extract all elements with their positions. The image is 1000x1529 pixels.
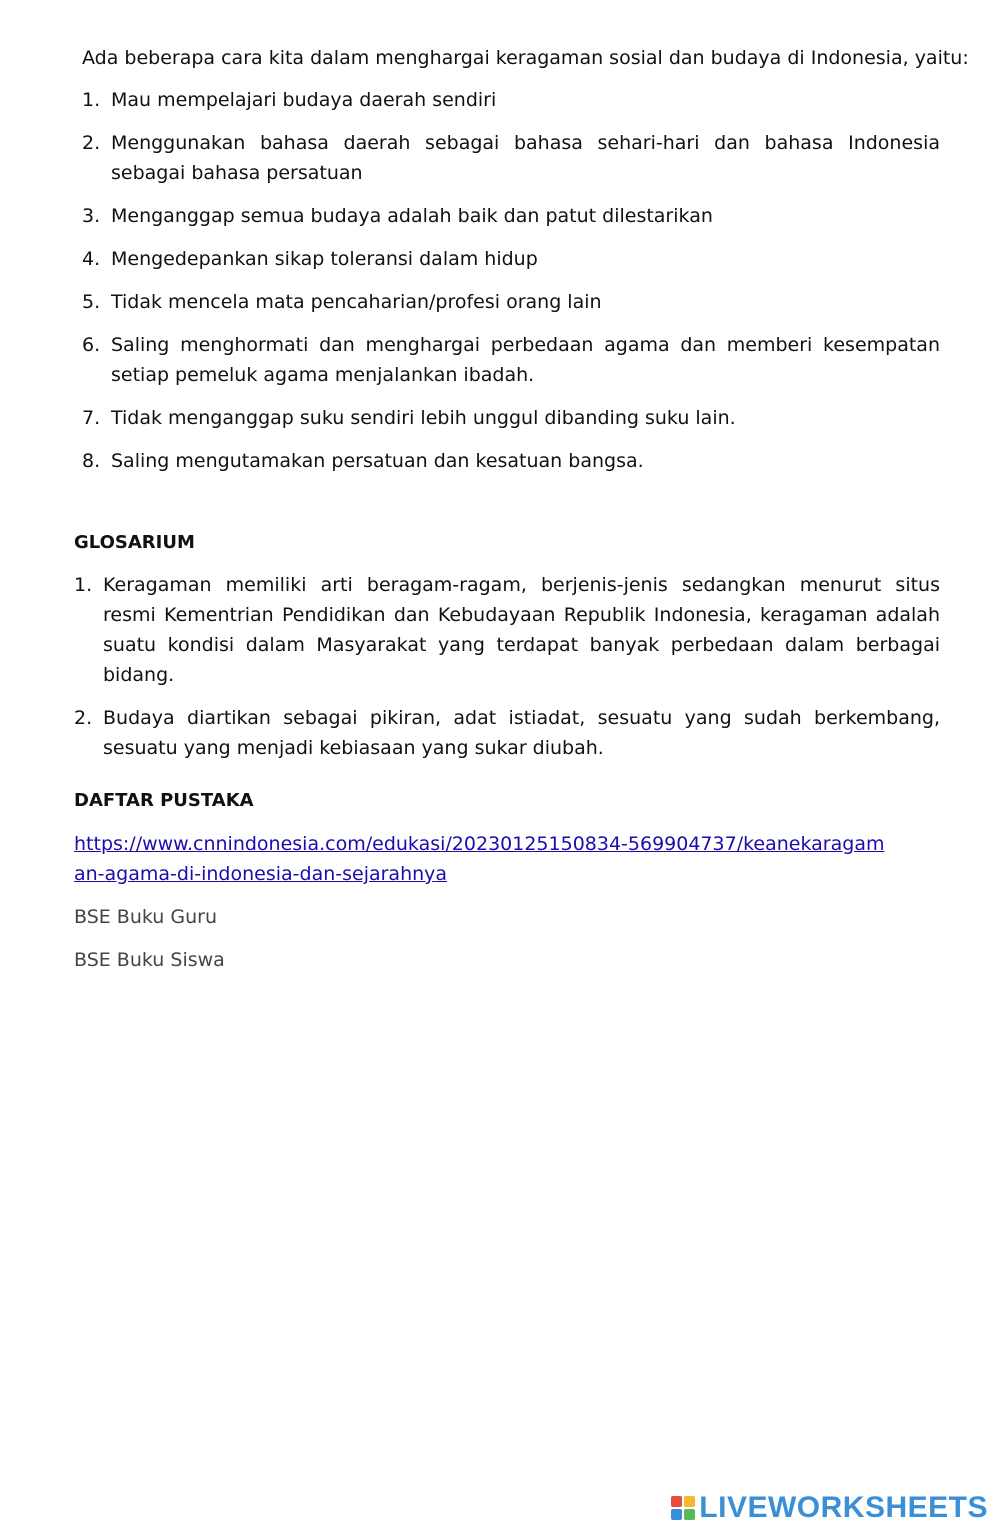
reference-item: BSE Buku Guru	[74, 906, 218, 928]
list-item-text: Mau mempelajari budaya daerah sendiri	[111, 89, 497, 111]
list-item-text: Saling mengutamakan persatuan dan kesatuan bangsa.	[111, 450, 644, 472]
list-item-number: 1.	[82, 89, 101, 111]
list-item-number: 2.	[74, 707, 93, 729]
ways-list	[82, 85, 940, 489]
list-item	[82, 330, 940, 390]
list-item-text: Tidak menganggap suku sendiri lebih unggul dibanding suku lain.	[111, 407, 736, 429]
glossary-heading: GLOSARIUM	[74, 532, 195, 553]
list-item	[74, 703, 940, 763]
list-item-number: 3.	[82, 205, 101, 227]
list-item	[82, 201, 940, 231]
logo-tile	[684, 1496, 695, 1507]
list-item-number: 8.	[82, 450, 101, 472]
list-item-text: Tidak mencela mata pencaharian/profesi orang lain	[111, 291, 602, 313]
list-item	[82, 128, 940, 188]
logo-tile	[684, 1509, 695, 1520]
references-heading: DAFTAR PUSTAKA	[74, 790, 254, 811]
reference-item: BSE Buku Siswa	[74, 949, 225, 971]
liveworksheets-logo-icon	[671, 1496, 695, 1520]
list-item-text: Mengedepankan sikap toleransi dalam hidup	[111, 248, 538, 270]
intro-text: Ada beberapa cara kita dalam menghargai keragaman sosial dan budaya di Indonesia, yaitu:	[82, 47, 969, 69]
reference-link[interactable]: https://www.cnnindonesia.com/edukasi/20230125150834-569904737/keanekaragaman-agama-di-indonesia-dan-sejarahnya	[74, 833, 885, 885]
list-item-number: 5.	[82, 291, 101, 313]
list-item-number: 1.	[74, 574, 93, 596]
list-item-number: 7.	[82, 407, 101, 429]
list-item-number: 6.	[82, 334, 101, 356]
list-item	[82, 85, 940, 115]
list-item-text: Keragaman memiliki arti beragam-ragam, berjenis-jenis sedangkan menurut situs resmi Kementrian Pendidikan dan Kebudayaan Republik Indonesia, keragaman adalah suatu kondisi dalam Masyarakat yang terdapat banyak perbedaan dalam berbagai bidang.	[103, 574, 940, 686]
list-item	[82, 244, 940, 274]
list-item-text: Budaya diartikan sebagai pikiran, adat istiadat, sesuatu yang sudah berkembang, sesuatu yang menjadi kebiasaan yang sukar diubah.	[103, 707, 940, 759]
list-item	[74, 570, 940, 690]
list-item-text: Menganggap semua budaya adalah baik dan patut dilestarikan	[111, 205, 713, 227]
list-item	[82, 403, 940, 433]
list-item	[82, 287, 940, 317]
list-item-text: Menggunakan bahasa daerah sebagai bahasa sehari-hari dan bahasa Indonesia sebagai bahasa persatuan	[111, 132, 940, 184]
list-item-text: Saling menghormati dan menghargai perbedaan agama dan memberi kesempatan setiap pemeluk agama menjalankan ibadah.	[111, 334, 940, 386]
brand-name: LIVEWORKSHEETS	[699, 1491, 988, 1524]
list-item-number: 2.	[82, 132, 101, 154]
glossary-list	[74, 570, 940, 776]
list-item-number: 4.	[82, 248, 101, 270]
list-item	[82, 446, 940, 476]
logo-tile	[671, 1509, 682, 1520]
logo-tile	[671, 1496, 682, 1507]
brand-logo	[671, 1491, 988, 1525]
